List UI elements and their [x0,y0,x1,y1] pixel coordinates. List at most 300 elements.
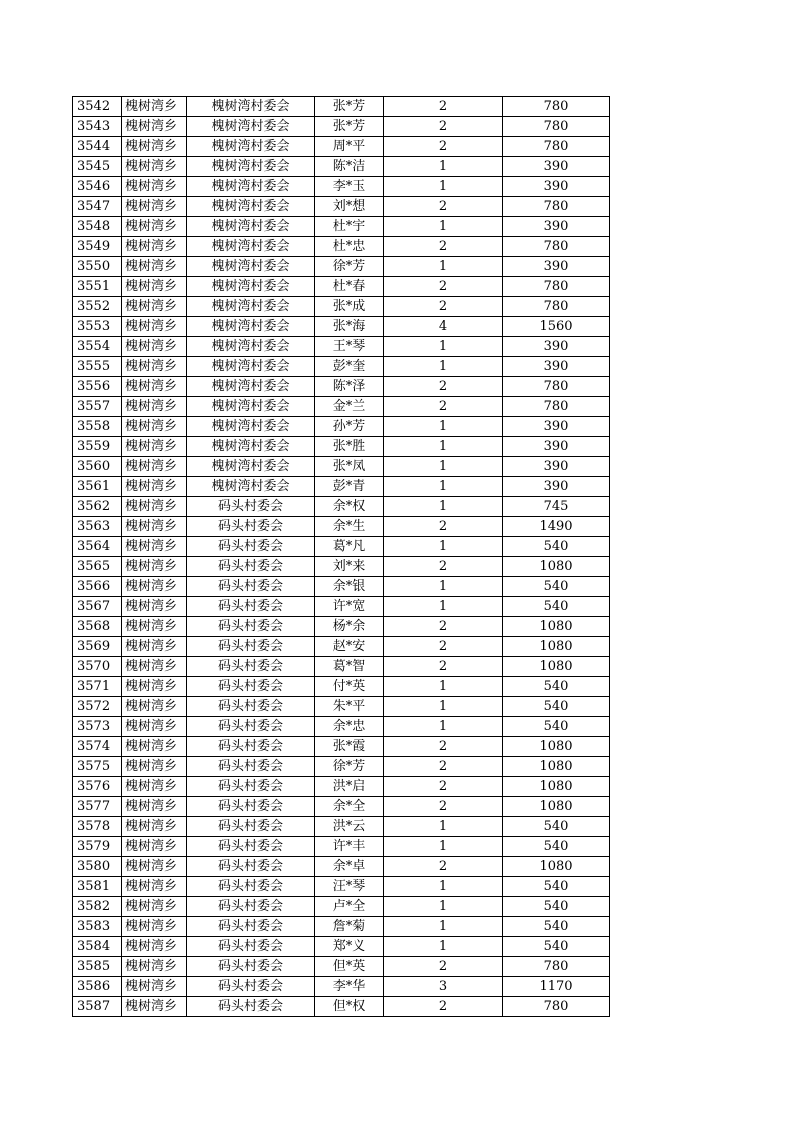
table-row [73,857,610,877]
household-count-cell: 2 [384,617,503,637]
person-name-cell: 许*宽 [315,597,384,617]
table-row [73,717,610,737]
row-number: 3567 [73,597,122,617]
person-name-cell: 张*霞 [315,737,384,757]
row-number: 3576 [73,777,122,797]
amount-cell: 780 [503,117,610,137]
village-committee-cell: 码头村委会 [187,817,315,837]
amount-cell: 1080 [503,637,610,657]
person-name-cell: 余*生 [315,517,384,537]
amount-cell: 1080 [503,657,610,677]
household-count-cell: 2 [384,777,503,797]
household-count-cell: 1 [384,177,503,197]
household-count-cell: 2 [384,137,503,157]
village-committee-cell: 码头村委会 [187,917,315,937]
amount-cell: 540 [503,577,610,597]
township-cell: 槐树湾乡 [122,697,187,717]
village-committee-cell: 槐树湾村委会 [187,157,315,177]
table-row [73,237,610,257]
household-count-cell: 1 [384,537,503,557]
household-count-cell: 1 [384,357,503,377]
amount-cell: 540 [503,817,610,837]
row-number: 3566 [73,577,122,597]
roster-table [72,96,610,1017]
amount-cell: 540 [503,837,610,857]
village-committee-cell: 码头村委会 [187,497,315,517]
row-number: 3582 [73,897,122,917]
table-row [73,417,610,437]
person-name-cell: 陈*泽 [315,377,384,397]
household-count-cell: 2 [384,377,503,397]
village-committee-cell: 码头村委会 [187,697,315,717]
household-count-cell: 2 [384,297,503,317]
table-row [73,317,610,337]
table-row [73,697,610,717]
village-committee-cell: 槐树湾村委会 [187,417,315,437]
table-row [73,617,610,637]
row-number: 3557 [73,397,122,417]
table-row [73,337,610,357]
village-committee-cell: 槐树湾村委会 [187,337,315,357]
row-number: 3551 [73,277,122,297]
table-row [73,97,610,117]
person-name-cell: 但*英 [315,957,384,977]
row-number: 3552 [73,297,122,317]
village-committee-cell: 码头村委会 [187,677,315,697]
household-count-cell: 2 [384,857,503,877]
village-committee-cell: 码头村委会 [187,537,315,557]
person-name-cell: 余*银 [315,577,384,597]
household-count-cell: 2 [384,557,503,577]
household-count-cell: 2 [384,737,503,757]
person-name-cell: 葛*凡 [315,537,384,557]
row-number: 3561 [73,477,122,497]
household-count-cell: 4 [384,317,503,337]
amount-cell: 390 [503,177,610,197]
household-count-cell: 1 [384,937,503,957]
household-count-cell: 1 [384,257,503,277]
township-cell: 槐树湾乡 [122,277,187,297]
table-row [73,577,610,597]
village-committee-cell: 槐树湾村委会 [187,357,315,377]
table-row [73,357,610,377]
amount-cell: 540 [503,897,610,917]
person-name-cell: 孙*芳 [315,417,384,437]
row-number: 3564 [73,537,122,557]
person-name-cell: 金*兰 [315,397,384,417]
row-number: 3549 [73,237,122,257]
table-row [73,777,610,797]
township-cell: 槐树湾乡 [122,777,187,797]
household-count-cell: 2 [384,797,503,817]
township-cell: 槐树湾乡 [122,877,187,897]
household-count-cell: 1 [384,597,503,617]
household-count-cell: 1 [384,837,503,857]
township-cell: 槐树湾乡 [122,97,187,117]
village-committee-cell: 码头村委会 [187,937,315,957]
household-count-cell: 3 [384,977,503,997]
table-row [73,937,610,957]
village-committee-cell: 码头村委会 [187,657,315,677]
amount-cell: 1080 [503,737,610,757]
township-cell: 槐树湾乡 [122,817,187,837]
household-count-cell: 1 [384,217,503,237]
amount-cell: 1170 [503,977,610,997]
village-committee-cell: 码头村委会 [187,997,315,1017]
amount-cell: 540 [503,917,610,937]
amount-cell: 1080 [503,557,610,577]
village-committee-cell: 码头村委会 [187,837,315,857]
row-number: 3554 [73,337,122,357]
row-number: 3548 [73,217,122,237]
household-count-cell: 1 [384,717,503,737]
amount-cell: 540 [503,537,610,557]
row-number: 3555 [73,357,122,377]
household-count-cell: 1 [384,897,503,917]
amount-cell: 1080 [503,797,610,817]
amount-cell: 745 [503,497,610,517]
person-name-cell: 杜*忠 [315,237,384,257]
table-row [73,557,610,577]
person-name-cell: 卢*全 [315,897,384,917]
township-cell: 槐树湾乡 [122,637,187,657]
amount-cell: 540 [503,597,610,617]
village-committee-cell: 码头村委会 [187,617,315,637]
table-row [73,997,610,1017]
person-name-cell: 洪*云 [315,817,384,837]
household-count-cell: 1 [384,697,503,717]
township-cell: 槐树湾乡 [122,617,187,637]
table-row [73,157,610,177]
table-row [73,957,610,977]
roster-table-body [73,97,610,1017]
household-count-cell: 2 [384,657,503,677]
row-number: 3565 [73,557,122,577]
person-name-cell: 张*成 [315,297,384,317]
row-number: 3545 [73,157,122,177]
row-number: 3560 [73,457,122,477]
township-cell: 槐树湾乡 [122,317,187,337]
table-row [73,277,610,297]
amount-cell: 780 [503,397,610,417]
village-committee-cell: 码头村委会 [187,857,315,877]
person-name-cell: 张*芳 [315,97,384,117]
table-row [73,917,610,937]
village-committee-cell: 码头村委会 [187,777,315,797]
person-name-cell: 刘*想 [315,197,384,217]
person-name-cell: 杨*余 [315,617,384,637]
village-committee-cell: 槐树湾村委会 [187,117,315,137]
table-row [73,177,610,197]
row-number: 3575 [73,757,122,777]
person-name-cell: 余*权 [315,497,384,517]
row-number: 3583 [73,917,122,937]
village-committee-cell: 槐树湾村委会 [187,177,315,197]
row-number: 3587 [73,997,122,1017]
row-number: 3574 [73,737,122,757]
amount-cell: 1080 [503,857,610,877]
township-cell: 槐树湾乡 [122,897,187,917]
township-cell: 槐树湾乡 [122,357,187,377]
village-committee-cell: 码头村委会 [187,637,315,657]
household-count-cell: 1 [384,337,503,357]
township-cell: 槐树湾乡 [122,457,187,477]
village-committee-cell: 码头村委会 [187,797,315,817]
village-committee-cell: 槐树湾村委会 [187,437,315,457]
person-name-cell: 王*琴 [315,337,384,357]
household-count-cell: 1 [384,417,503,437]
amount-cell: 1080 [503,757,610,777]
village-committee-cell: 槐树湾村委会 [187,477,315,497]
row-number: 3550 [73,257,122,277]
person-name-cell: 周*平 [315,137,384,157]
table-row [73,137,610,157]
amount-cell: 540 [503,677,610,697]
township-cell: 槐树湾乡 [122,497,187,517]
amount-cell: 390 [503,437,610,457]
village-committee-cell: 码头村委会 [187,577,315,597]
village-committee-cell: 码头村委会 [187,717,315,737]
household-count-cell: 2 [384,197,503,217]
household-count-cell: 2 [384,97,503,117]
table-row [73,757,610,777]
township-cell: 槐树湾乡 [122,437,187,457]
township-cell: 槐树湾乡 [122,157,187,177]
township-cell: 槐树湾乡 [122,657,187,677]
township-cell: 槐树湾乡 [122,417,187,437]
household-count-cell: 2 [384,397,503,417]
row-number: 3571 [73,677,122,697]
amount-cell: 780 [503,377,610,397]
township-cell: 槐树湾乡 [122,737,187,757]
amount-cell: 1490 [503,517,610,537]
township-cell: 槐树湾乡 [122,797,187,817]
household-count-cell: 2 [384,637,503,657]
row-number: 3559 [73,437,122,457]
township-cell: 槐树湾乡 [122,577,187,597]
row-number: 3577 [73,797,122,817]
township-cell: 槐树湾乡 [122,257,187,277]
township-cell: 槐树湾乡 [122,537,187,557]
row-number: 3586 [73,977,122,997]
table-row [73,217,610,237]
table-row [73,897,610,917]
table-row [73,797,610,817]
household-count-cell: 2 [384,517,503,537]
household-count-cell: 2 [384,277,503,297]
amount-cell: 390 [503,157,610,177]
row-number: 3581 [73,877,122,897]
household-count-cell: 1 [384,457,503,477]
amount-cell: 1080 [503,777,610,797]
village-committee-cell: 槐树湾村委会 [187,397,315,417]
village-committee-cell: 槐树湾村委会 [187,257,315,277]
village-committee-cell: 槐树湾村委会 [187,197,315,217]
person-name-cell: 余*全 [315,797,384,817]
township-cell: 槐树湾乡 [122,977,187,997]
amount-cell: 390 [503,477,610,497]
row-number: 3568 [73,617,122,637]
table-row [73,817,610,837]
person-name-cell: 葛*智 [315,657,384,677]
village-committee-cell: 码头村委会 [187,557,315,577]
household-count-cell: 1 [384,877,503,897]
row-number: 3558 [73,417,122,437]
person-name-cell: 许*丰 [315,837,384,857]
village-committee-cell: 码头村委会 [187,757,315,777]
household-count-cell: 1 [384,577,503,597]
table-row [73,397,610,417]
table-row [73,737,610,757]
table-row [73,657,610,677]
township-cell: 槐树湾乡 [122,337,187,357]
household-count-cell: 2 [384,997,503,1017]
table-row [73,297,610,317]
village-committee-cell: 槐树湾村委会 [187,237,315,257]
household-count-cell: 1 [384,497,503,517]
person-name-cell: 李*华 [315,977,384,997]
person-name-cell: 彭*奎 [315,357,384,377]
row-number: 3578 [73,817,122,837]
township-cell: 槐树湾乡 [122,557,187,577]
person-name-cell: 刘*来 [315,557,384,577]
village-committee-cell: 码头村委会 [187,897,315,917]
person-name-cell: 徐*芳 [315,257,384,277]
amount-cell: 390 [503,417,610,437]
person-name-cell: 李*玉 [315,177,384,197]
person-name-cell: 徐*芳 [315,757,384,777]
amount-cell: 540 [503,877,610,897]
township-cell: 槐树湾乡 [122,137,187,157]
village-committee-cell: 码头村委会 [187,977,315,997]
table-row [73,377,610,397]
table-row [73,877,610,897]
household-count-cell: 1 [384,917,503,937]
household-count-cell: 2 [384,237,503,257]
row-number: 3579 [73,837,122,857]
township-cell: 槐树湾乡 [122,217,187,237]
village-committee-cell: 码头村委会 [187,957,315,977]
amount-cell: 390 [503,357,610,377]
person-name-cell: 但*权 [315,997,384,1017]
amount-cell: 780 [503,277,610,297]
village-committee-cell: 槐树湾村委会 [187,377,315,397]
township-cell: 槐树湾乡 [122,517,187,537]
township-cell: 槐树湾乡 [122,397,187,417]
person-name-cell: 赵*安 [315,637,384,657]
table-row [73,597,610,617]
amount-cell: 1560 [503,317,610,337]
row-number: 3569 [73,637,122,657]
table-row [73,677,610,697]
township-cell: 槐树湾乡 [122,677,187,697]
table-row [73,477,610,497]
village-committee-cell: 槐树湾村委会 [187,297,315,317]
village-committee-cell: 槐树湾村委会 [187,457,315,477]
village-committee-cell: 码头村委会 [187,877,315,897]
village-committee-cell: 槐树湾村委会 [187,217,315,237]
township-cell: 槐树湾乡 [122,857,187,877]
person-name-cell: 詹*菊 [315,917,384,937]
table-row [73,537,610,557]
person-name-cell: 陈*洁 [315,157,384,177]
township-cell: 槐树湾乡 [122,937,187,957]
person-name-cell: 张*芳 [315,117,384,137]
person-name-cell: 杜*春 [315,277,384,297]
table-row [73,497,610,517]
township-cell: 槐树湾乡 [122,717,187,737]
row-number: 3543 [73,117,122,137]
household-count-cell: 1 [384,677,503,697]
township-cell: 槐树湾乡 [122,597,187,617]
household-count-cell: 1 [384,817,503,837]
amount-cell: 780 [503,197,610,217]
table-row [73,517,610,537]
village-committee-cell: 码头村委会 [187,517,315,537]
person-name-cell: 张*海 [315,317,384,337]
table-row [73,257,610,277]
township-cell: 槐树湾乡 [122,177,187,197]
person-name-cell: 余*卓 [315,857,384,877]
row-number: 3572 [73,697,122,717]
amount-cell: 780 [503,137,610,157]
person-name-cell: 付*英 [315,677,384,697]
village-committee-cell: 槐树湾村委会 [187,277,315,297]
row-number: 3542 [73,97,122,117]
row-number: 3553 [73,317,122,337]
table-row [73,437,610,457]
row-number: 3563 [73,517,122,537]
village-committee-cell: 码头村委会 [187,597,315,617]
amount-cell: 780 [503,997,610,1017]
township-cell: 槐树湾乡 [122,837,187,857]
row-number: 3562 [73,497,122,517]
amount-cell: 540 [503,697,610,717]
township-cell: 槐树湾乡 [122,477,187,497]
amount-cell: 540 [503,937,610,957]
table-row [73,977,610,997]
person-name-cell: 彭*青 [315,477,384,497]
person-name-cell: 余*忠 [315,717,384,737]
table-row [73,637,610,657]
row-number: 3556 [73,377,122,397]
township-cell: 槐树湾乡 [122,917,187,937]
amount-cell: 780 [503,957,610,977]
township-cell: 槐树湾乡 [122,377,187,397]
row-number: 3580 [73,857,122,877]
person-name-cell: 洪*启 [315,777,384,797]
household-count-cell: 2 [384,757,503,777]
row-number: 3570 [73,657,122,677]
village-committee-cell: 码头村委会 [187,737,315,757]
village-committee-cell: 槐树湾村委会 [187,97,315,117]
amount-cell: 780 [503,297,610,317]
row-number: 3584 [73,937,122,957]
row-number: 3544 [73,137,122,157]
table-row [73,197,610,217]
household-count-cell: 2 [384,117,503,137]
township-cell: 槐树湾乡 [122,197,187,217]
village-committee-cell: 槐树湾村委会 [187,137,315,157]
row-number: 3585 [73,957,122,977]
township-cell: 槐树湾乡 [122,297,187,317]
amount-cell: 390 [503,457,610,477]
person-name-cell: 杜*宇 [315,217,384,237]
amount-cell: 390 [503,217,610,237]
township-cell: 槐树湾乡 [122,957,187,977]
table-row [73,117,610,137]
village-committee-cell: 槐树湾村委会 [187,317,315,337]
